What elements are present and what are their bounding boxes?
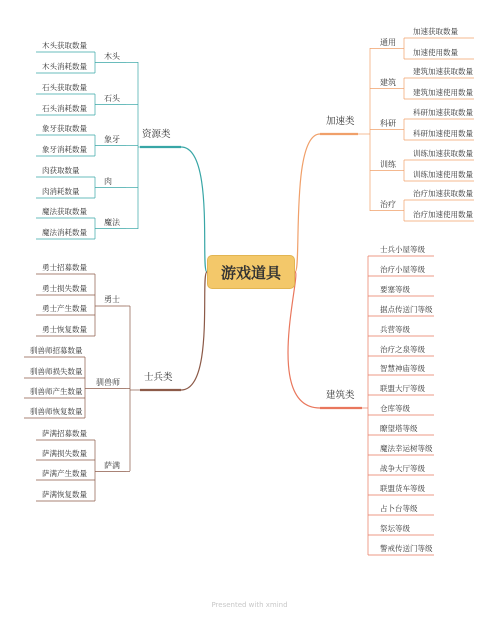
building-item-label[interactable]: 仓库等级: [380, 404, 410, 413]
resource-item-label[interactable]: 石头消耗数量: [42, 104, 87, 113]
soldier-group-label[interactable]: 萨满: [104, 460, 120, 470]
building-item-label[interactable]: 占卜台等级: [380, 504, 418, 513]
building-item-label[interactable]: 联盟大厅等级: [380, 384, 425, 393]
soldier-item-label[interactable]: 萨满招募数量: [42, 429, 87, 438]
building-item-label[interactable]: 据点传送门等级: [380, 305, 433, 314]
resource-item-label[interactable]: 肉消耗数量: [42, 187, 80, 196]
root-topic[interactable]: 游戏道具: [207, 255, 295, 289]
soldier-item-label[interactable]: 驯兽师产生数量: [30, 387, 83, 396]
accelerate-item-label[interactable]: 建筑加速使用数量: [413, 88, 473, 97]
building-item-label[interactable]: 战争大厅等级: [380, 464, 425, 473]
accelerate-group-label[interactable]: 科研: [380, 118, 396, 128]
accelerate-group-label[interactable]: 建筑: [380, 77, 396, 87]
accelerate-item-label[interactable]: 加速获取数量: [413, 27, 458, 36]
building-item-label[interactable]: 联盟货车等级: [380, 484, 425, 493]
building-item-label[interactable]: 警戒传送门等级: [380, 544, 433, 553]
soldier-item-label[interactable]: 萨满产生数量: [42, 469, 87, 478]
branch-building-label[interactable]: 建筑类: [326, 390, 355, 401]
accelerate-group-label[interactable]: 训练: [380, 159, 396, 169]
resource-group-label[interactable]: 象牙: [104, 134, 120, 144]
resource-group-label[interactable]: 魔法: [104, 217, 120, 227]
branch-soldier-label[interactable]: 士兵类: [144, 372, 173, 383]
building-item-label[interactable]: 治疗小屋等级: [380, 265, 425, 274]
soldier-item-label[interactable]: 萨满恢复数量: [42, 490, 87, 499]
branch-resource-label[interactable]: 资源类: [142, 129, 171, 140]
branch-resource-curve: [181, 147, 207, 272]
building-item-label[interactable]: 瞭望塔等级: [380, 424, 418, 433]
accelerate-group-label[interactable]: 通用: [380, 37, 396, 47]
building-item-label[interactable]: 治疗之泉等级: [380, 345, 425, 354]
branch-soldier-curve: [181, 272, 207, 390]
soldier-item-label[interactable]: 驯兽师损失数量: [30, 367, 83, 376]
accelerate-item-label[interactable]: 科研加速使用数量: [413, 129, 473, 138]
accelerate-item-label[interactable]: 训练加速使用数量: [413, 170, 473, 179]
building-item-label[interactable]: 兵营等级: [380, 325, 410, 334]
building-item-label[interactable]: 士兵小屋等级: [380, 245, 425, 254]
resource-item-label[interactable]: 肉获取数量: [42, 166, 80, 175]
building-item-label[interactable]: 祭坛等级: [380, 524, 410, 533]
resource-item-label[interactable]: 魔法获取数量: [42, 207, 87, 216]
soldier-item-label[interactable]: 勇士产生数量: [42, 304, 87, 313]
accelerate-group-label[interactable]: 治疗: [380, 199, 396, 209]
soldier-item-label[interactable]: 萨满损失数量: [42, 449, 87, 458]
resource-item-label[interactable]: 象牙消耗数量: [42, 145, 87, 154]
soldier-group-label[interactable]: 勇士: [104, 295, 120, 304]
resource-group-label[interactable]: 木头: [104, 51, 120, 61]
soldier-item-label[interactable]: 驯兽师恢复数量: [30, 407, 83, 416]
building-item-label[interactable]: 要塞等级: [380, 285, 410, 294]
branch-building-curve: [288, 272, 320, 408]
resource-item-label[interactable]: 石头获取数量: [42, 83, 87, 92]
accelerate-item-label[interactable]: 治疗加速使用数量: [413, 210, 473, 219]
resource-item-label[interactable]: 魔法消耗数量: [42, 228, 87, 237]
accelerate-item-label[interactable]: 科研加速获取数量: [413, 108, 473, 117]
branch-accelerate-curve: [295, 134, 320, 272]
resource-item-label[interactable]: 木头消耗数量: [42, 62, 87, 71]
soldier-item-label[interactable]: 勇士损失数量: [42, 284, 87, 293]
resource-group-label[interactable]: 肉: [104, 176, 112, 186]
soldier-item-label[interactable]: 勇士恢复数量: [42, 325, 87, 334]
accelerate-item-label[interactable]: 建筑加速获取数量: [413, 67, 473, 76]
resource-item-label[interactable]: 木头获取数量: [42, 41, 87, 50]
soldier-item-label[interactable]: 勇士招募数量: [42, 263, 87, 272]
accelerate-item-label[interactable]: 治疗加速获取数量: [413, 189, 473, 198]
building-item-label[interactable]: 魔法幸运树等级: [380, 444, 433, 453]
footer-watermark: Presented with xmind: [211, 601, 288, 609]
branch-accelerate-label[interactable]: 加速类: [326, 116, 355, 127]
resource-group-label[interactable]: 石头: [104, 93, 120, 103]
resource-item-label[interactable]: 象牙获取数量: [42, 124, 87, 133]
accelerate-item-label[interactable]: 加速使用数量: [413, 48, 458, 57]
soldier-group-label[interactable]: 驯兽师: [96, 377, 120, 387]
soldier-item-label[interactable]: 驯兽师招募数量: [30, 346, 83, 355]
accelerate-item-label[interactable]: 训练加速获取数量: [413, 149, 473, 158]
building-item-label[interactable]: 智慧神庙等级: [380, 364, 425, 373]
